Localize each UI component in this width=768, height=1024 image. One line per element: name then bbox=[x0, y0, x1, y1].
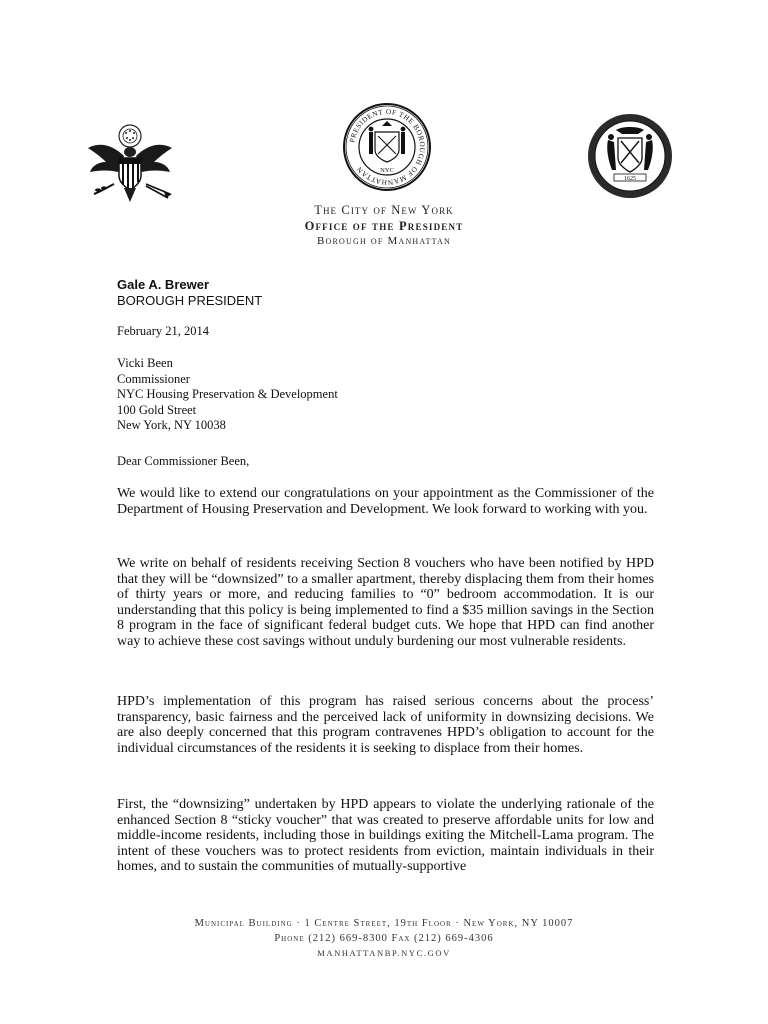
recipient-city: New York, NY 10038 bbox=[117, 418, 226, 432]
footer-address: Municipal Building · 1 Centre Street, 19th Floor · New York, NY 10007 bbox=[194, 918, 574, 929]
seal-nyc-text: NYC bbox=[380, 167, 394, 174]
sender-title: BOROUGH PRESIDENT bbox=[117, 293, 263, 308]
salutation: Dear Commissioner Been, bbox=[117, 454, 250, 468]
body-paragraph-2: We write on behalf of residents receiving Section 8 vouchers who have been notified by HPD that they will be “downsized” to a smaller apartment, thereby displacing them from their homes of thirty years or more, and reducing families to “0” bedroom accommodation. It is our understanding that this policy is being implemented to find a $35 million savings in the Section 8 program in the face of significant federal budget cuts. We hope that HPD can find another way to achieve these cost savings without unduly burdening our most vulnerable residents. bbox=[117, 556, 654, 649]
seal-ring-text: PRESIDENT OF THE BOROUGH OF MANHATTAN bbox=[348, 107, 427, 187]
footer-phone-fax: Phone (212) 669-8300 Fax (212) 669-4306 bbox=[274, 933, 494, 944]
borough-president-seal-icon bbox=[342, 102, 432, 192]
sender-name: Gale A. Brewer bbox=[117, 277, 210, 292]
letter-date: February 21, 2014 bbox=[117, 324, 209, 338]
recipient-street: 100 Gold Street bbox=[117, 402, 197, 417]
footer-website: MANHATTANBP.NYC.GOV bbox=[317, 948, 451, 958]
body-paragraph-4: First, the “downsizing” undertaken by HPD appears to violate the underlying rationale of the enhanced Section 8 “sticky voucher” that was created to preserve affordable units for low and middle-income residents, including those in buildings exiting the Mitchell-Lama program. The intent of these vouchers was to protect residents from eviction, maintain individuals in their homes, and to sustain the communities of mutually-supportive bbox=[117, 797, 654, 875]
body-paragraph-1: We would like to extend our congratulations on your appointment as the Commissioner of the Department of Housing Preservation and Development. We look forward to working with you. bbox=[117, 486, 654, 517]
masthead-office: Office of the President bbox=[304, 219, 464, 233]
masthead-city: The City of New York bbox=[314, 203, 454, 217]
city-of-new-york-seal-icon bbox=[586, 112, 674, 200]
recipient-title: Commissioner bbox=[117, 371, 190, 386]
body-paragraph-3: HPD’s implementation of this program has raised serious concerns about the process’ transparency, basic fairness and the perceived lack of uniformity in downsizing decisions. We are also deeply concerned that this program contravenes HPD’s obligation to account for the individual circumstances of the residents it is seeking to displace from their homes. bbox=[117, 694, 654, 756]
recipient-name: Vicki Been bbox=[117, 356, 173, 370]
recipient-address bbox=[117, 356, 338, 434]
seal-year-text: 1625 bbox=[624, 176, 636, 182]
great-seal-eagle-icon bbox=[84, 122, 176, 206]
masthead-borough: Borough of Manhattan bbox=[317, 235, 451, 247]
recipient-agency: NYC Housing Preservation & Development bbox=[117, 387, 338, 401]
